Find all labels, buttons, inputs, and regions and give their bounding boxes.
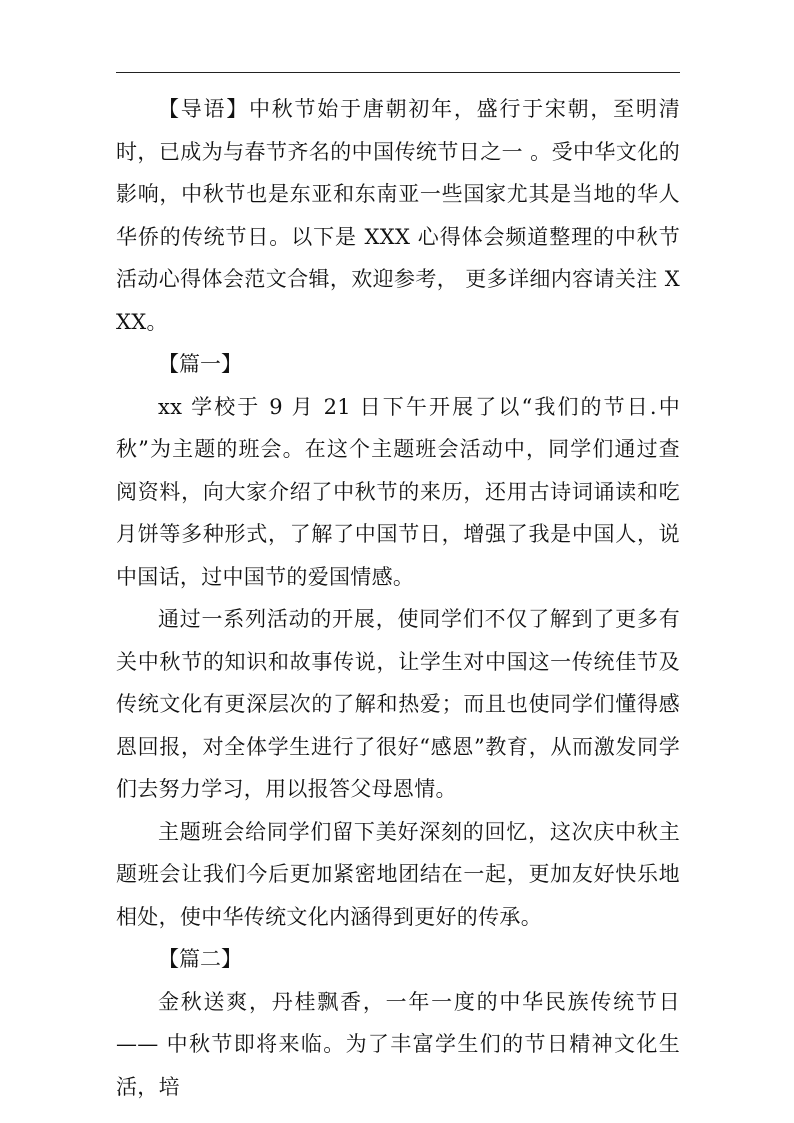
section1-paragraph-3: 主题班会给同学们留下美好深刻的回忆，这次庆中秋主题班会让我们今后更加紧密地团结在一起，更加友好快乐地相处，使中华传统文化内涵得到更好的传承。 (116, 819, 680, 929)
section1-paragraph-1: xx 学校于 9 月 21 日下午开展了以“我们的节日.中秋”为主题的班会。在这个主题班会活动中，同学们通过查阅资料，向大家介绍了中秋节的来历，还用古诗词诵读和吃月饼等多种形式，了解了中国节日，增强了我是中国人，说中国话，过中国节的爱国情感。 (116, 394, 680, 589)
document-body (116, 88, 680, 1108)
header-rule (116, 72, 680, 73)
section1-paragraph-2: 通过一系列活动的开展，使同学们不仅了解到了更多有关中秋节的知识和故事传说，让学生对中国这一传统佳节及传统文化有更深层次的了解和热爱；而且也使同学们懂得感恩回报，对全体学生进行了很好“感恩”教育，从而激发同学们去努力学习，用以报答父母恩情。 (116, 607, 680, 801)
section-heading-2: 【篇二】 (158, 947, 242, 971)
section-heading-1: 【篇一】 (158, 352, 242, 376)
section2-paragraph-1: 金秋送爽，丹桂飘香，一年一度的中华民族传统节日 —— 中秋节即将来临。为了丰富学生们的节日精神文化生活，培 (116, 989, 680, 1099)
intro-paragraph: 【导语】中秋节始于唐朝初年，盛行于宋朝，至明清时，已成为与春节齐名的中国传统节日之一 。受中华文化的影响，中秋节也是东亚和东南亚一些国家尤其是当地的华人华侨的传统节日。以下是 XXX 心得体会频道整理的中秋节活动心得体会范文合辑，欢迎参考， 更多详细内容请关注 XXX。 (116, 97, 680, 334)
